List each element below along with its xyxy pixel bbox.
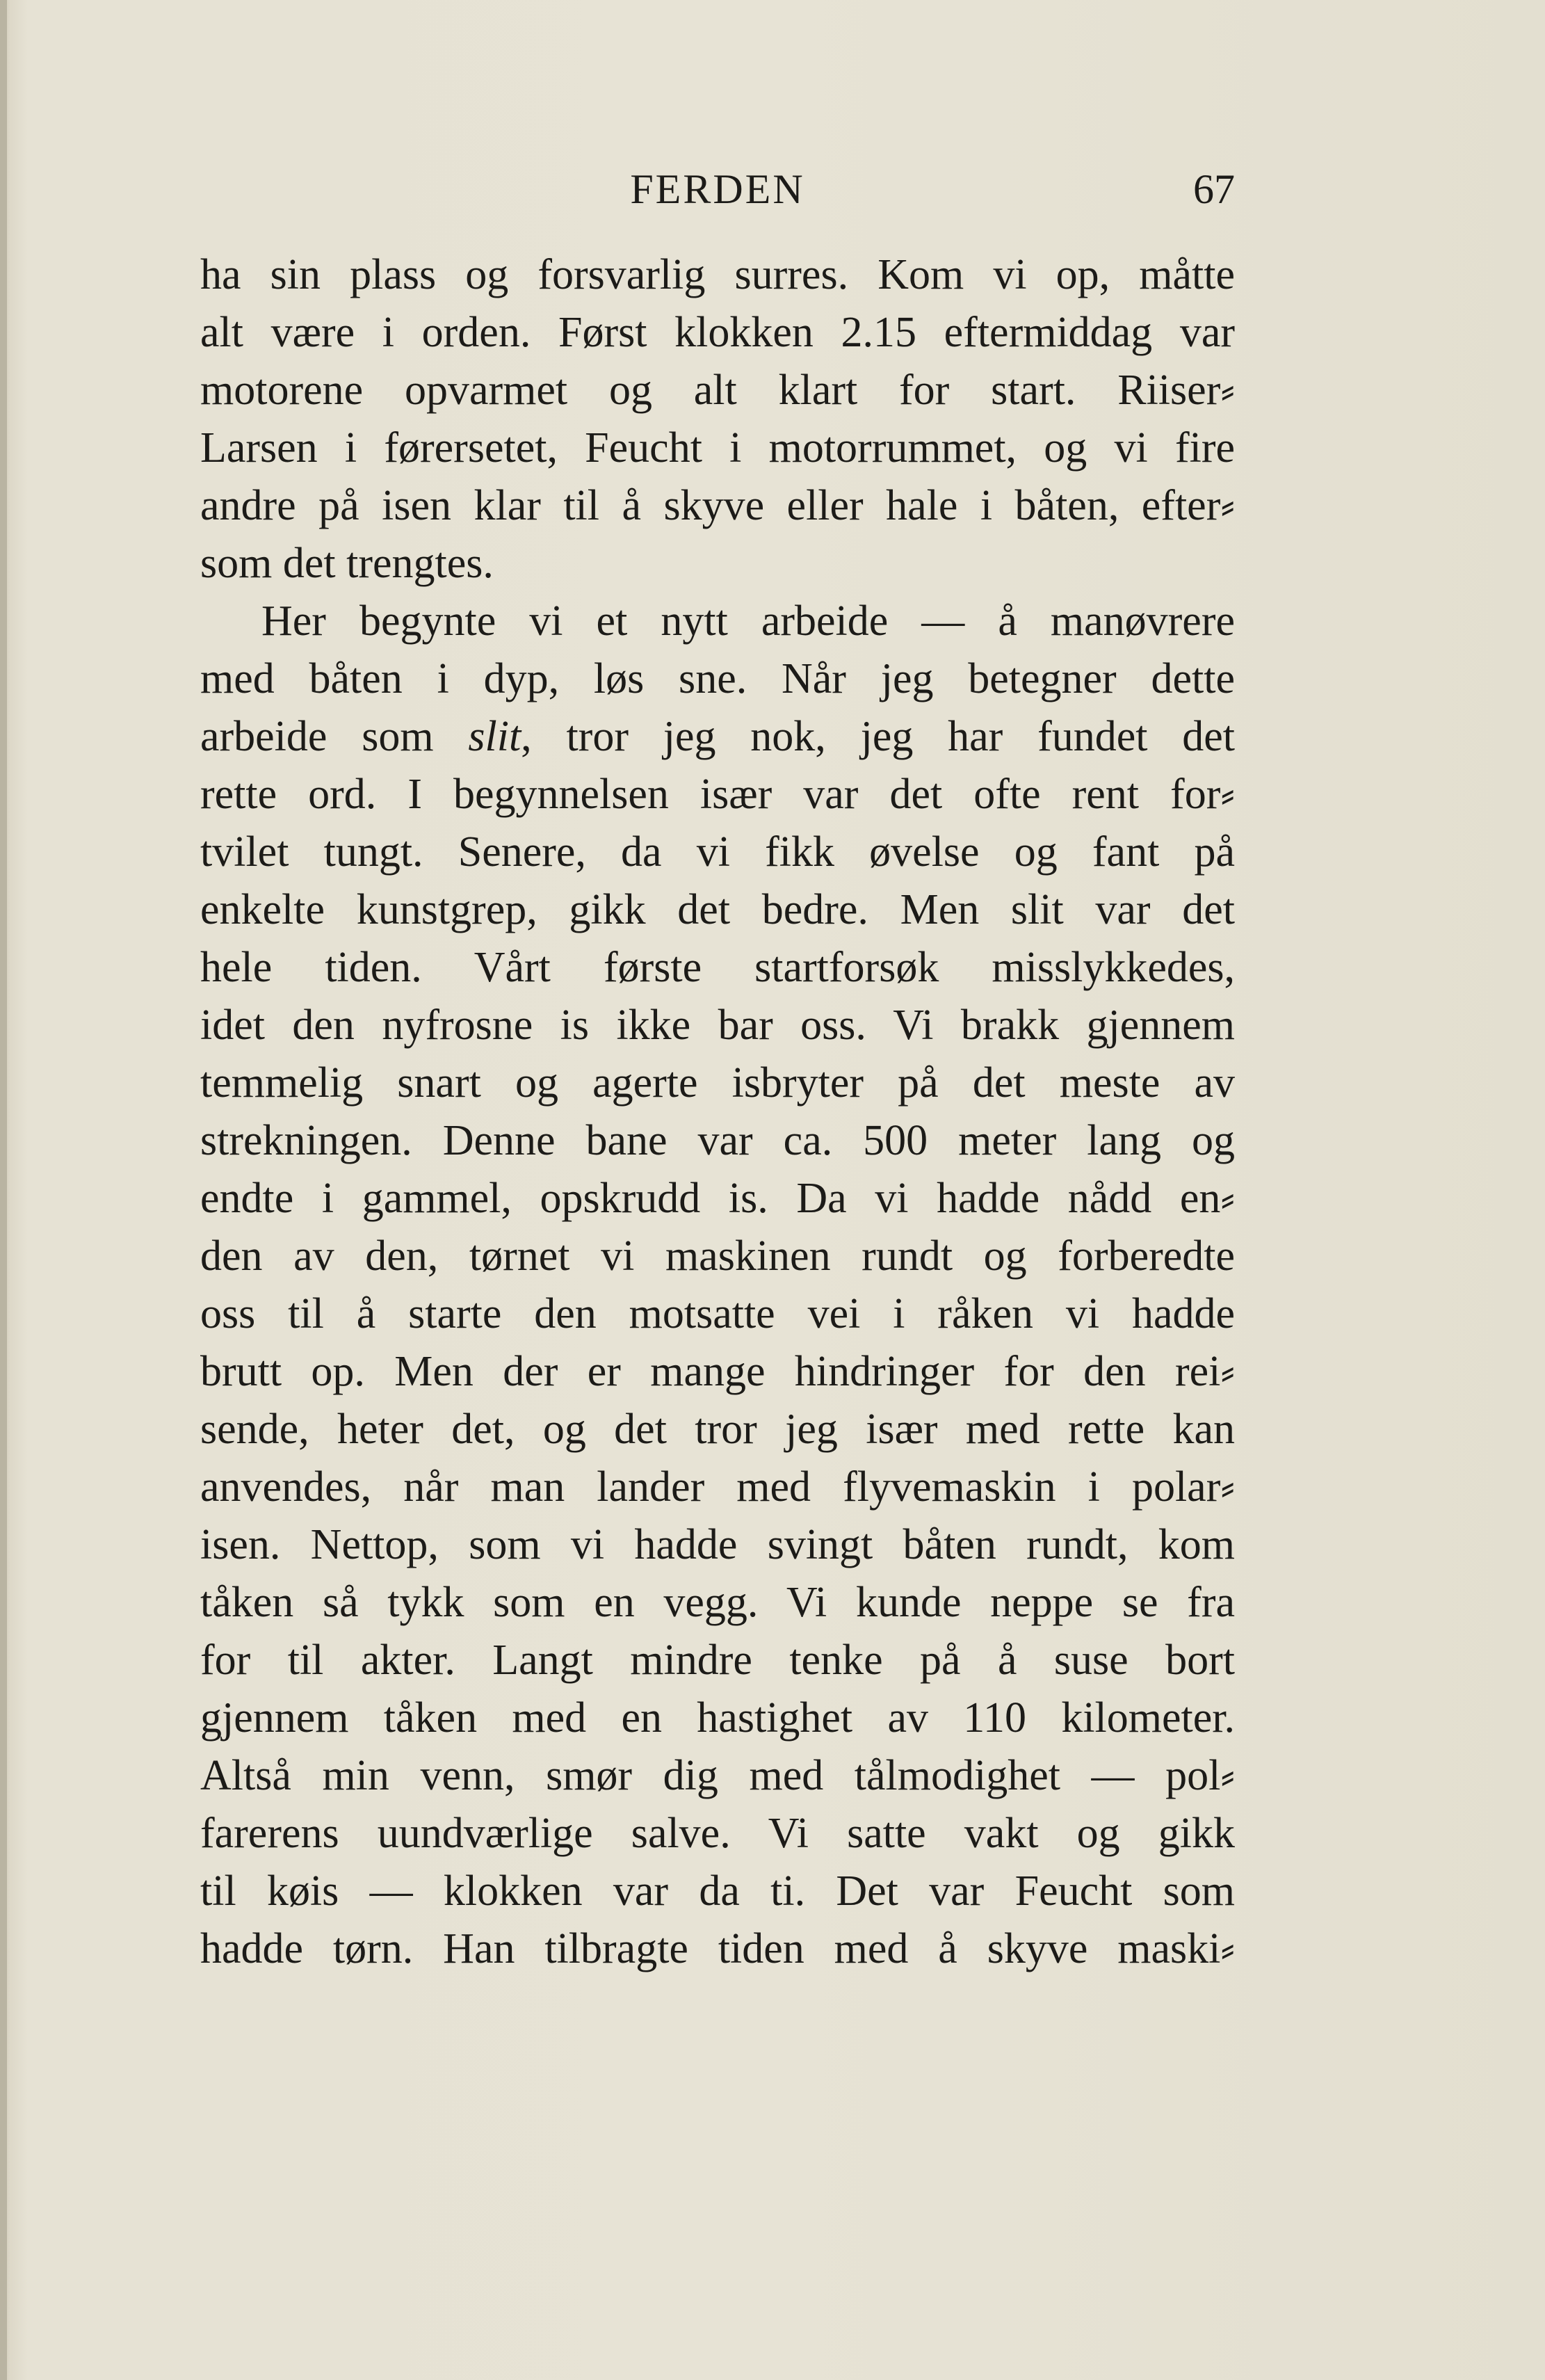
text-line: enkelte kunstgrep, gikk det bedre. Men slit var det [200, 886, 1235, 933]
text-line: isen. Nettop, som vi hadde svingt båten rundt, kom [200, 1521, 1235, 1568]
running-title: FERDEN [630, 166, 805, 212]
body-text [200, 246, 1235, 1978]
text-line: strekningen. Denne bane var ca. 500 meter lang og [200, 1117, 1235, 1164]
text-line: endte i gammel, opskrudd is. Da vi hadde nådd en⸗ [200, 1175, 1235, 1222]
text-line: ha sin plass og forsvarlig surres. Kom vi op, måtte [200, 251, 1235, 298]
text-line: hadde tørn. Han tilbragte tiden med å skyve maski⸗ [200, 1925, 1235, 1972]
text-line: til køis — klokken var da ti. Det var Feucht som [200, 1867, 1235, 1915]
text-line: idet den nyfrosne is ikke bar oss. Vi brakk gjennem [200, 1002, 1235, 1049]
text-line: brutt op. Men der er mange hindringer for den rei⸗ [200, 1348, 1235, 1395]
text-line: rette ord. I begynnelsen især var det ofte rent for⸗ [200, 771, 1235, 818]
text-line: som det trengtes. [200, 540, 494, 587]
paragraph-start-line: Her begynte vi et nytt arbeide — å manøvrere [261, 597, 1235, 645]
text-line: alt være i orden. Først klokken 2.15 eftermiddag var [200, 309, 1235, 356]
page-spine-edge [0, 0, 7, 2380]
text-line: andre på isen klar til å skyve eller hale i båten, efter⸗ [200, 482, 1235, 529]
text-line: gjennem tåken med en hastighet av 110 kilometer. [200, 1694, 1235, 1742]
text-line: Larsen i førersetet, Feucht i motorrummet, og vi fire [200, 424, 1235, 472]
text-line: motorene opvarmet og alt klart for start. Riiser⸗ [200, 367, 1235, 414]
text-line: temmelig snart og agerte isbryter på det meste av [200, 1059, 1235, 1107]
italic-word: slit [468, 713, 521, 760]
text-line: for til akter. Langt mindre tenke på å suse bort [200, 1637, 1235, 1684]
text-line: hele tiden. Vårt første startforsøk misslykkedes, [200, 944, 1235, 991]
text-line: Altså min venn, smør dig med tålmodighet — pol⸗ [200, 1752, 1235, 1799]
text-line: oss til å starte den motsatte vei i råken vi hadde [200, 1290, 1235, 1337]
page-number: 67 [1193, 166, 1235, 212]
text-line: med båten i dyp, løs sne. Når jeg betegner dette [200, 655, 1235, 702]
text-line: anvendes, når man lander med flyvemaskin i polar⸗ [200, 1463, 1235, 1511]
page-header [200, 161, 1235, 217]
text-line: sende, heter det, og det tror jeg især med rette kan [200, 1406, 1235, 1453]
text-line-with-italic [200, 708, 1235, 766]
text-line: den av den, tørnet vi maskinen rundt og forberedte [200, 1232, 1235, 1280]
text-segment: , tror jeg nok, jeg har fundet det [521, 713, 1235, 760]
text-line: tåken så tykk som en vegg. Vi kunde neppe se fra [200, 1579, 1235, 1626]
text-line: tvilet tungt. Senere, da vi fikk øvelse og fant på [200, 828, 1235, 876]
text-segment: arbeide som [200, 713, 469, 760]
text-line: farerens uundværlige salve. Vi satte vakt og gikk [200, 1810, 1235, 1857]
